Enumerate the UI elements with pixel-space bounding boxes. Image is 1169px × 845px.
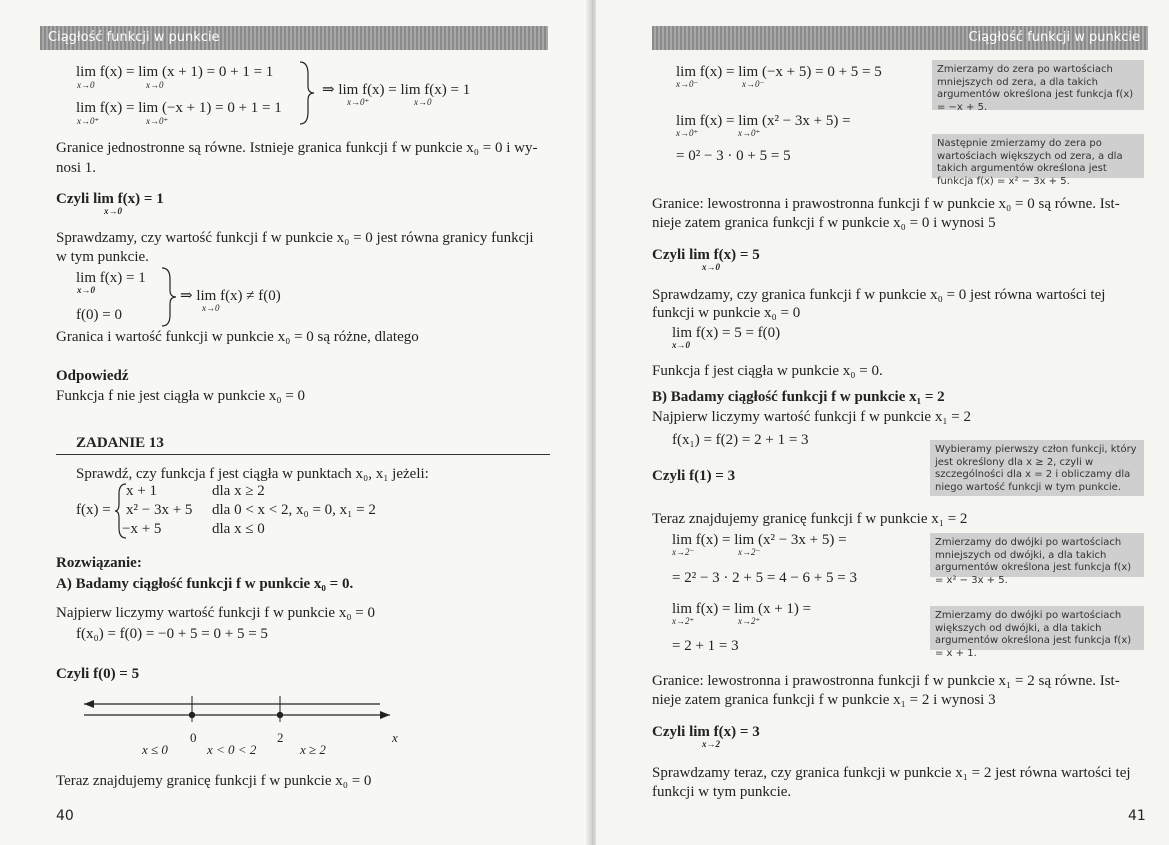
paragraph: Najpierw liczymy wartość funkcji f w punkcie x₁ = 2 — [652, 409, 972, 425]
right-page — [596, 0, 1169, 845]
limit-sub: x→0 — [672, 340, 690, 350]
margin-note: Następnie zmierzamy do zera po wartościach większych od zera, a dla takich argumentów określona jest funkcja f(x) = x² − 3x + 5. — [932, 134, 1144, 178]
limit-sub: x→0 — [104, 206, 122, 216]
right-brace — [158, 266, 178, 328]
limit-row-1: lim f(x) = lim (x + 1) = 0 + 1 = 1 — [76, 64, 274, 80]
limit-row-2: lim f(x) = lim (−x + 1) = 0 + 1 = 1 — [76, 100, 282, 116]
limit-line: lim f(x) = lim (−x + 5) = 0 + 5 = 5 — [676, 64, 882, 80]
conclusion: Czyli lim f(x) = 5 — [652, 247, 760, 263]
limit-sub: x→0⁺ — [146, 116, 169, 126]
point-marker — [277, 712, 283, 718]
formula: = 2² − 3 · 2 + 5 = 4 − 6 + 5 = 3 — [672, 570, 857, 586]
limit-result: ⇒ lim f(x) ≠ f(0) — [180, 288, 281, 304]
paragraph: Teraz znajdujemy granicę funkcji f w punkcie x₁ = 2 — [652, 511, 968, 527]
case-condition: dla x ≥ 2 — [212, 483, 265, 499]
limit-row-1: lim f(x) = 1 — [76, 270, 146, 286]
limit-sub: x→0⁻ — [742, 79, 765, 89]
exercise-title: ZADANIE 13 — [76, 435, 164, 451]
region-label: x ≥ 2 — [300, 742, 326, 757]
paragraph: Teraz znajdujemy granicę funkcji f w punkcie x₀ = 0 — [56, 773, 372, 789]
region-label: x ≤ 0 — [142, 742, 168, 757]
limit-sub: x→0⁺ — [676, 128, 699, 138]
limit-sub: x→2⁺ — [672, 616, 695, 626]
paragraph: nieje zatem granica funkcji f w punkcie x₀ = 0 i wynosi 5 — [652, 215, 996, 231]
page-number: 41 — [1128, 808, 1146, 824]
region-label: x < 0 < 2 — [207, 742, 257, 757]
limit-row-2: f(0) = 0 — [76, 307, 122, 323]
part-b-heading: B) Badamy ciągłość funkcji f w punkcie x₁ = 2 — [652, 389, 945, 405]
tick-label: 0 — [190, 730, 197, 745]
limit-sub: x→0⁺ — [77, 116, 100, 126]
divider — [56, 454, 550, 455]
limit-sub: x→2 — [702, 739, 720, 749]
paragraph: Sprawdzamy teraz, czy granica funkcji w punkcie x₁ = 2 jest równa wartości tej — [652, 765, 1131, 781]
limit-line: lim f(x) = lim (x² − 3x + 5) = — [672, 532, 847, 548]
paragraph: Granice: lewostronna i prawostronna funkcji f w punkcie x₀ = 0 są równe. Ist- — [652, 196, 1120, 212]
margin-note: Zmierzamy do zera po wartościach mniejszych od zera, a dla takich argumentów określona jest funkcja f(x) = −x + 5. — [932, 60, 1144, 110]
limit-sub: x→0 — [77, 285, 95, 295]
arrow-left-icon — [84, 700, 94, 708]
paragraph: Granice: lewostronna i prawostronna funkcji f w punkcie x₁ = 2 są równe. Ist- — [652, 673, 1120, 689]
right-page-header: Ciągłość funkcji w punkcie — [652, 26, 1148, 50]
paragraph: funkcji w punkcie x₀ = 0 — [652, 305, 801, 321]
limit-sub: x→0 — [702, 262, 720, 272]
formula: f(x₁) = f(2) = 2 + 1 = 3 — [672, 432, 809, 448]
case-expression: x² − 3x + 5 — [126, 502, 193, 518]
case-expression: −x + 5 — [122, 521, 162, 537]
paragraph: nieje zatem granica funkcji f w punkcie x₁ = 2 i wynosi 3 — [652, 692, 996, 708]
limit-sub: x→0 — [414, 97, 432, 107]
formula: f(x₀) = f(0) = −0 + 5 = 0 + 5 = 5 — [76, 626, 268, 642]
page-number: 40 — [56, 808, 74, 824]
limit-sub: x→2⁺ — [738, 616, 761, 626]
formula: = 0² − 3 · 0 + 5 = 5 — [676, 148, 791, 164]
limit-sub: x→0 — [202, 303, 220, 313]
limit-sub: x→0⁺ — [347, 97, 370, 107]
exercise-text: Sprawdź, czy funkcja f jest ciągła w punktach x₀, x₁ jeżeli: — [76, 466, 429, 482]
limit-result: ⇒ lim f(x) = lim f(x) = 1 — [322, 82, 471, 98]
formula: lim f(x) = 5 = f(0) — [672, 325, 781, 341]
arrow-right-icon — [380, 711, 390, 719]
limit-line: lim f(x) = lim (x + 1) = — [672, 601, 812, 617]
case-condition: dla 0 < x < 2, x₀ = 0, x₁ = 2 — [212, 502, 376, 518]
limit-sub: x→2⁻ — [738, 547, 761, 557]
paragraph: Sprawdzamy, czy wartość funkcji f w punkcie x₀ = 0 jest równa granicy funkcji — [56, 230, 534, 246]
paragraph: Granica i wartość funkcji w punkcie x₀ = 0 są różne, dlatego — [56, 329, 419, 345]
case-condition: dla x ≤ 0 — [212, 521, 265, 537]
part-a-heading: A) Badamy ciągłość funkcji f w punkcie x₀ = 0. — [56, 576, 354, 592]
margin-note: Wybieramy pierwszy człon funkcji, który jest określony dla x ≥ 2, czyli w szczególności dla x = 2 i obliczamy dla niego wartość funkcji w tym punkcie. — [930, 440, 1144, 496]
limit-sub: x→0 — [77, 80, 95, 90]
case-expression: x + 1 — [126, 483, 157, 499]
tick-label: 2 — [277, 730, 284, 745]
conclusion: Czyli f(0) = 5 — [56, 666, 140, 682]
paragraph: w tym punkcie. — [56, 249, 149, 265]
paragraph: Sprawdzamy, czy granica funkcji f w punkcie x₀ = 0 jest równa wartości tej — [652, 287, 1106, 303]
margin-note: Zmierzamy do dwójki po wartościach mniejszych od dwójki, a dla takich argumentów określona jest funkcja f(x) = x² − 3x + 5. — [930, 533, 1144, 577]
limit-sub: x→0 — [146, 80, 164, 90]
right-brace — [296, 60, 316, 126]
solution-heading: Rozwiązanie: — [56, 555, 142, 571]
paragraph: Najpierw liczymy wartość funkcji f w punkcie x₀ = 0 — [56, 605, 376, 621]
paragraph: Funkcja f jest ciągła w punkcie x₀ = 0. — [652, 363, 883, 379]
margin-note: Zmierzamy do dwójki po wartościach większych od dwójki, a dla takich argumentów określona jest funkcja f(x) = x + 1. — [930, 606, 1144, 650]
left-page-header: Ciągłość funkcji w punkcie — [40, 26, 548, 50]
answer-heading: Odpowiedź — [56, 368, 129, 384]
conclusion: Czyli lim f(x) = 3 — [652, 724, 760, 740]
paragraph: nosi 1. — [56, 160, 97, 176]
axis-label: x — [392, 730, 398, 745]
limit-sub: x→2⁻ — [672, 547, 695, 557]
point-marker — [189, 712, 195, 718]
conclusion: Czyli f(1) = 3 — [652, 468, 736, 484]
paragraph: Granice jednostronne są równe. Istnieje granica funkcji f w punkcie x₀ = 0 i wy- — [56, 140, 538, 156]
limit-line: lim f(x) = lim (x² − 3x + 5) = — [676, 113, 851, 129]
piecewise-lhs: f(x) = — [76, 502, 111, 518]
answer-text: Funkcja f nie jest ciągła w punkcie x₀ = 0 — [56, 388, 306, 404]
paragraph: funkcji w tym punkcie. — [652, 784, 792, 800]
formula: = 2 + 1 = 3 — [672, 638, 739, 654]
limit-sub: x→0⁺ — [738, 128, 761, 138]
limit-sub: x→0⁻ — [676, 79, 699, 89]
conclusion: Czyli lim f(x) = 1 — [56, 191, 164, 207]
